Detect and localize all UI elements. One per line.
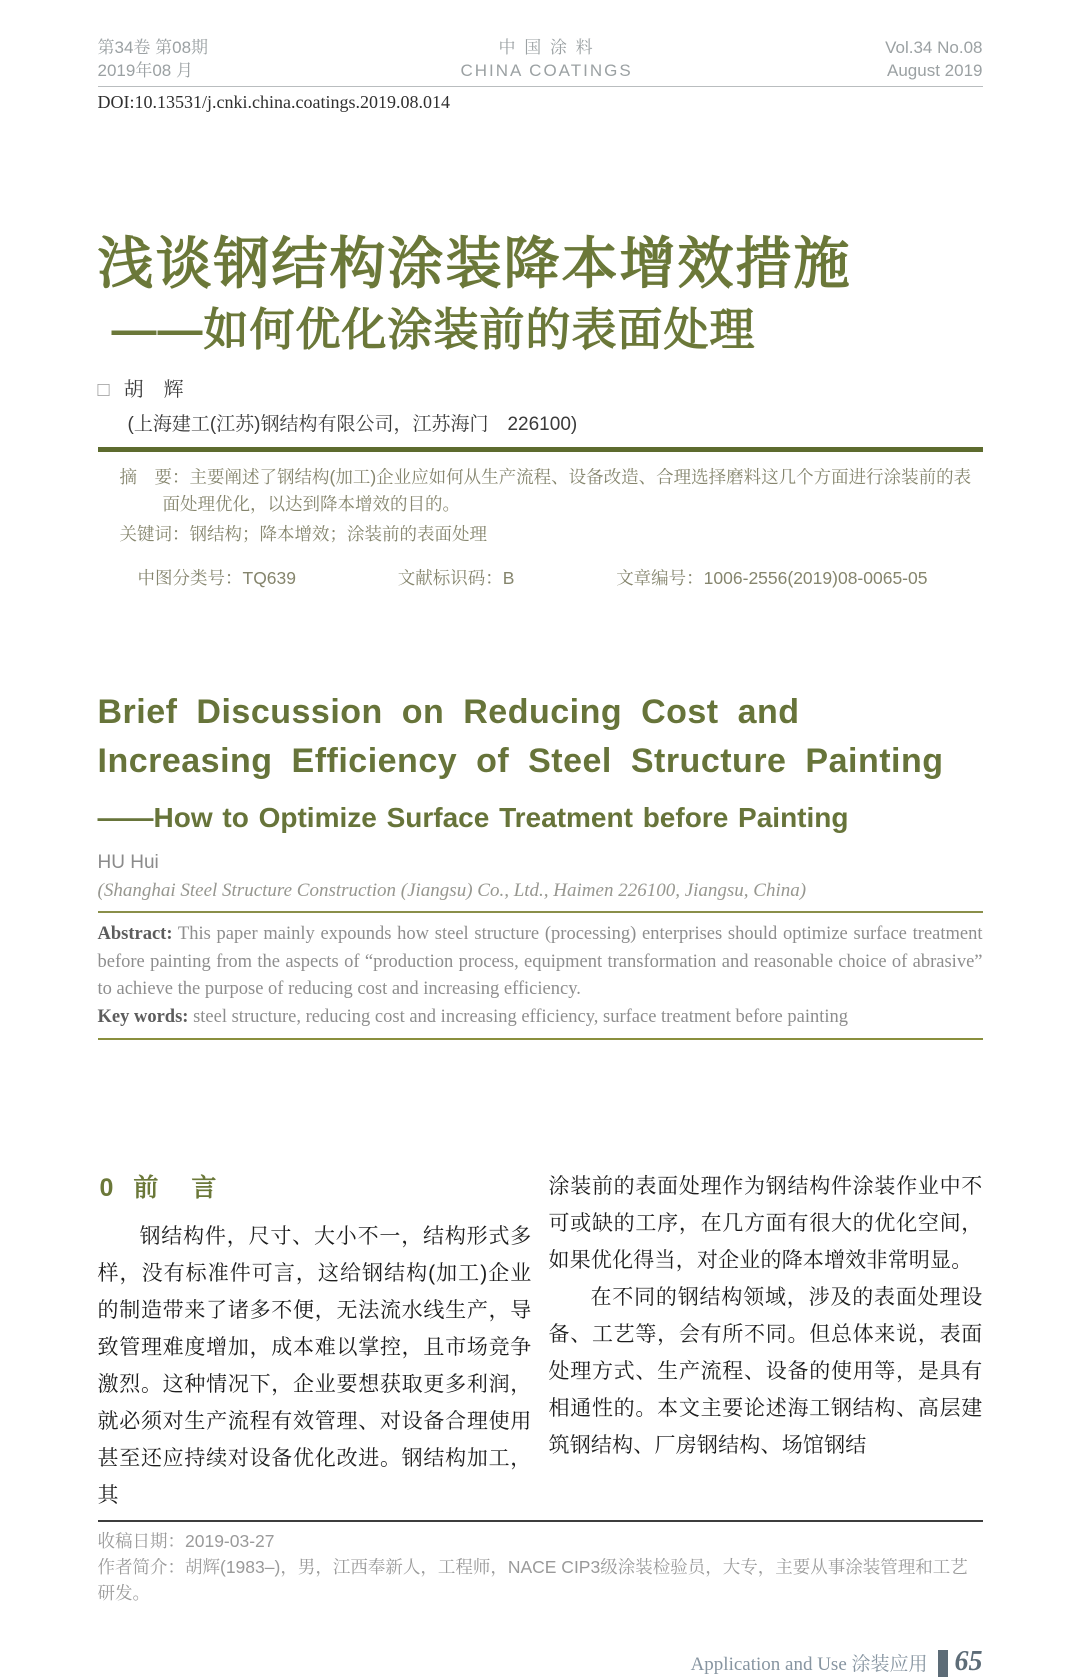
page-footer <box>98 1646 983 1678</box>
divider-olive-bottom <box>98 1038 983 1040</box>
header-vol-info <box>885 36 982 82</box>
header-journal-name <box>460 36 632 82</box>
journal-name-cn: 中 国 涂 料 <box>498 38 595 57</box>
affiliation-cn: (上海建工(江苏)钢结构有限公司，江苏海门 226100) <box>127 414 578 435</box>
abstract-label-cn: 摘 要： <box>119 467 190 487</box>
journal-header <box>98 0 983 87</box>
footer-section-label: Application and Use 涂装应用 <box>690 1654 928 1675</box>
abstract-en <box>98 921 983 1004</box>
header-volume-issue: 第34卷 第08期 <box>97 38 209 57</box>
divider-olive-top <box>98 911 983 913</box>
author-square-icon: □ <box>97 379 110 401</box>
article-title-cn: 浅谈钢结构涂装降本增效措施 <box>97 232 852 295</box>
keywords-label-en: Key words: <box>97 1006 189 1027</box>
keywords-cn <box>98 521 983 548</box>
received-date: 收稿日期：2019-03-27 <box>97 1531 275 1551</box>
paragraph: 钢结构件，尺寸、大小不一，结构形式多样，没有标准件可言，这给钢结构(加工)企业的制造带来了诸多不便，无法流水线生产，导致管理难度增加，成本难以掌控，且市场竞争激烈。这种情况下，企业要想获取更多利润，就必须对生产流程有效管理、对设备合理使用甚至还应持续对设备优化改进。钢结构加工，其 <box>97 1225 532 1507</box>
keywords-text-cn: 钢结构；降本增效；涂装前的表面处理 <box>189 524 487 544</box>
paragraph: 涂装前的表面处理作为钢结构件涂装作业中不可或缺的工序，在几方面有很大的优化空间，如果优化得当，对企业的降本增效非常明显。 <box>548 1175 983 1272</box>
abstract-cn <box>98 464 983 518</box>
divider-thick-olive <box>98 447 983 452</box>
footnote-block <box>98 1522 983 1606</box>
section-title: 前 言 <box>133 1174 221 1202</box>
section-heading <box>98 1168 532 1204</box>
body-column-left <box>98 1168 532 1514</box>
header-date-cn: 2019年08 月 <box>97 61 193 80</box>
page-number: 65 <box>954 1646 983 1677</box>
abstract-text-en: This paper mainly expounds how steel structure (processing) enterprises should optimize surface treatment before painting from the aspects of “production process, equipment transformation and reasonable choice of abrasive” to achieve the purpose of reducing cost and increasing efficiency. <box>97 924 983 999</box>
keywords-en <box>98 1004 983 1032</box>
article-body <box>98 1168 983 1514</box>
abstract-block-en <box>98 921 983 1031</box>
classification-row <box>98 565 983 592</box>
affiliation-en: (Shanghai Steel Structure Construction (Jiangsu) Co., Ltd., Haimen 226100, Jiangsu, China) <box>97 880 807 901</box>
body-column-right <box>549 1168 983 1514</box>
header-vol-no: Vol.34 No.08 <box>885 38 983 57</box>
article-id: 文章编号：1006-2556(2019)08-0065-05 <box>616 568 928 588</box>
header-date-en: August 2019 <box>887 61 983 80</box>
section-number: 0 <box>99 1174 118 1202</box>
doi-text: DOI:10.13531/j.cnki.china.coatings.2019.08.014 <box>97 92 450 112</box>
author-name-en: HU Hui <box>97 852 159 873</box>
paragraph: 在不同的钢结构领域，涉及的表面处理设备、工艺等，会有所不同。但总体来说，表面处理方式、生产流程、设备的使用等，是具有相通性的。本文主要论述海工钢结构、高层建筑钢结构、厂房钢结构、场馆钢结 <box>548 1286 983 1457</box>
article-subtitle-cn: ——如何优化涂装前的表面处理 <box>111 304 756 355</box>
abstract-label-en: Abstract: <box>97 924 173 944</box>
abstract-text-cn: 主要阐述了钢结构(加工)企业应如何从生产流程、设备改造、合理选择磨料这几个方面进行涂装前的表面处理优化，以达到降本增效的目的。 <box>162 467 972 514</box>
journal-page <box>93 0 983 1678</box>
footer-bar-icon <box>938 1650 948 1677</box>
abstract-block-cn <box>98 464 983 592</box>
keywords-label-cn: 关键词： <box>119 524 190 544</box>
article-title-en: Brief Discussion on Reducing Cost and Increasing Efficiency of Steel Structure Painting <box>97 693 944 780</box>
document-code: 文献标识码：B <box>397 568 515 588</box>
keywords-text-en: steel structure, reducing cost and increasing efficiency, surface treatment before painting <box>188 1006 849 1027</box>
article-subtitle-en: ——How to Optimize Surface Treatment before Painting <box>97 802 849 833</box>
journal-name-en: CHINA COATINGS <box>460 61 633 80</box>
author-line-cn <box>98 373 983 402</box>
header-issue-info <box>98 36 209 82</box>
clc-number: 中图分类号：TQ639 <box>137 568 296 588</box>
author-bio: 作者简介：胡辉(1983–)，男，江西奉新人，工程师，NACE CIP3级涂装检验员，大专，主要从事涂装管理和工艺研发。 <box>97 1557 968 1603</box>
author-name-cn: 胡 辉 <box>123 379 184 401</box>
